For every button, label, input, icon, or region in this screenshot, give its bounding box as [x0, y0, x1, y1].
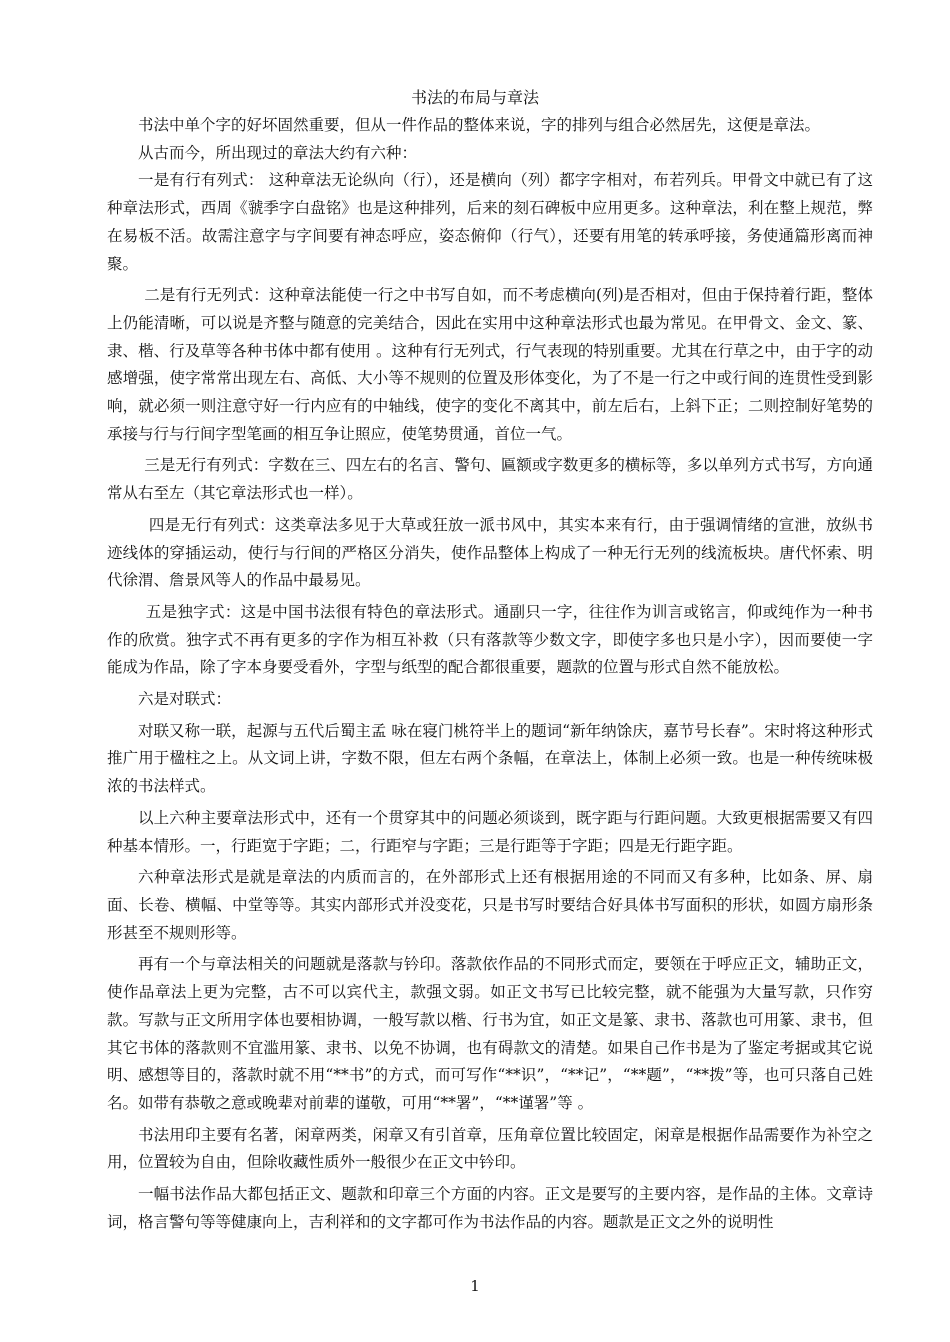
- paragraph-style-4: 四是无行有列式：这类章法多见于大草或狂放一派书风中，其实本来有行，由于强调情绪的宣泄，放纵书迹线体的穿插运动，使行与行间的严格区分消失，使作品整体上构成了一种无行无列的线流板块。唐代怀索、明代徐渭、詹景风等人的作品中最易见。: [107, 515, 873, 590]
- paragraph-style-6-heading: 六是对联式：: [138, 690, 232, 709]
- paragraph-couplet: 对联又称一联，起源与五代后蜀主孟 咏在寝门桃符半上的题词“新年纳馀庆，嘉节号长春”。宋时将这种形式推广用于楹柱之上。从文词上讲，字数不限，但左右两个条幅，在章法上，体制上必须一致。也是一种传统味极浓的书法样式。: [107, 721, 873, 796]
- page-title: 书法的布局与章法: [410, 88, 539, 107]
- paragraph-composition: 一幅书法作品大都包括正文、题款和印章三个方面的内容。正文是要写的主要内容，是作品的主体。文章诗词，格言警句等等健康向上，吉利祥和的文字都可作为书法作品的内容。题款是正文之外的说明性: [107, 1185, 873, 1231]
- paragraph-seals: 书法用印主要有名著，闲章两类，闲章又有引首章，压角章位置比较固定，闲章是根据作品需要作为补空之用，位置较为自由，但除收藏性质外一般很少在正文中钤印。: [107, 1125, 873, 1172]
- paragraph-style-2: 二是有行无列式：这种章法能使一行之中书写自如，而不考虑横向(列)是否相对，但由于保持着行距，整体上仍能清晰，可以说是齐整与随意的完美结合，因此在实用中这种章法形式也最为常见。在甲骨文、金文、篆、隶、楷、行及草等各种书体中都有使用 。这种有行无列式，行气表现的特别重要。尤其在行草之中，由于字的动感增强，使字常常出现左右、高低、大小等不规则的位置及形体变化，为了不是一行之中或行间的连贯性受到影响，就必须一则注意守好一行内应有的中轴线，使字的变化不离其中，前左后右，上斜下正；二则控制好笔势的承接与行与行间字型笔画的相互争让照应，使笔势贯通，首位一气。: [107, 286, 873, 443]
- paragraph-inscription: 再有一个与章法相关的问题就是落款与钤印。落款依作品的不同形式而定，要领在于呼应正文，辅助正文，使作品章法上更为完整，古不可以宾代主，款强文弱。如正文书写已比较完整，就不能强为大量写款，只作穷款。写款与正文所用字体也要相协调，一般写款以楷、行书为宜，如正文是篆、隶书、落款也可用篆、隶书，但其它书体的落款则不宜滥用篆、隶书、以免不协调，也有碍款文的清楚。如果自己作书是为了鉴定考据或其它说明、感想等目的，落款时就不用“**书”的方式，而可写作“**识”，“**记”，“**题”，“**拨”等，也可只落自己姓名。如带有恭敬之意或晚辈对前辈的谨敬，可用“**署”，“**谨署”等 。: [107, 955, 873, 1112]
- paragraph-style-5: 五是独字式：这是中国书法很有特色的章法形式。通副只一字，往往作为训言或铭言，仰或纯作为一种书作的欣赏。独字式不再有更多的字作为相互补救（只有落款等少数文字，即使字多也只是小字），因而要使一字能成为作品，除了字本身要受看外，字型与纸型的配合都很重要，题款的位置与形式自然不能放松。: [107, 602, 873, 677]
- paragraph-style-1: 一是有行有列式： 这种章法无论纵向（行），还是横向（列）都字字相对，布若列兵。甲骨文中就已有了这种章法形式，西周《虢季字白盘铭》也是这种排列，后来的刻石碑板中应用更多。这种章法，利在整上规范，弊在易板不活。故需注意字与字间要有神态呼应，姿态俯仰（行气），还要有用笔的转承呼接，务使通篇形离而神聚。: [107, 171, 873, 273]
- paragraph-style-3: 三是无行有列式：字数在三、四左右的名言、警句、匾额或字数更多的横标等，多以单列方式书写，方向通常从右至左（其它章法形式也一样）。: [107, 456, 873, 503]
- document-body: [107, 112, 873, 1236]
- paragraph-external-forms: 六种章法形式是就是章法的内质而言的，在外部形式上还有根据用途的不同而又有多种，比如条、屏、扇面、长卷、横幅、中堂等等。其实内部形式并没变花，只是书写时要结合好具体书写面积的形状，如圆方扇形条形甚至不规则形等。: [107, 868, 873, 942]
- paragraph-overview: 从古而今，所出现过的章法大约有六种：: [138, 143, 418, 162]
- paragraph-intro: 书法中单个字的好坏固然重要，但从一件作品的整体来说，字的排列与组合必然居先，这便是章法。: [138, 116, 821, 134]
- paragraph-spacing: 以上六种主要章法形式中，还有一个贯穿其中的问题必须谈到，既字距与行距问题。大致更根据需要又有四种基本情形。一，行距宽于字距；二，行距窄与字距；三是行距等于字距；四是无行距字距。: [107, 808, 873, 855]
- page-number: 1: [470, 1277, 480, 1295]
